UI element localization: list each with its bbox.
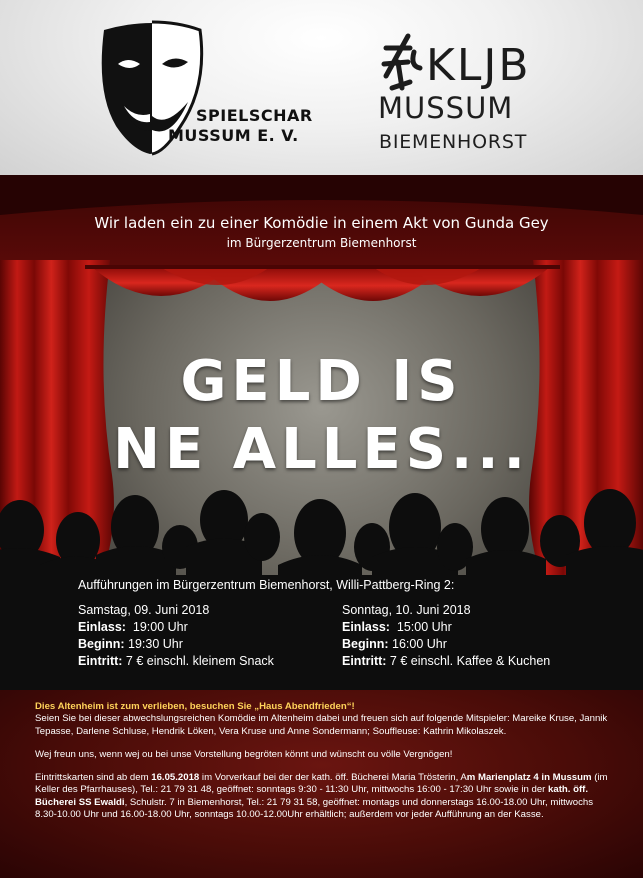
kljb-mussum: MUSSUM <box>378 91 514 125</box>
sunday-beginn-label: Beginn: <box>342 637 389 651</box>
saturday-beginn: 19:30 Uhr <box>128 637 183 651</box>
performance-sunday <box>342 602 550 670</box>
tickets-location-biemenhorst: kath. öff. Bücherei SS Ewaldi <box>35 784 589 808</box>
header-band <box>0 0 643 190</box>
spielschar-line2: MUSSUM E. V. <box>168 126 299 145</box>
saturday-einlass: 19:00 Uhr <box>132 620 188 634</box>
curtain-swags <box>85 267 560 301</box>
play-title-line1: GELD IS <box>180 349 463 414</box>
tickets-date: 16.05.2018 <box>151 772 200 784</box>
sunday-einlass-label: Einlass: <box>342 620 390 634</box>
play-title <box>0 348 643 484</box>
sunday-eintritt-label: Eintritt: <box>342 654 387 668</box>
saturday-beginn-label: Beginn: <box>78 637 125 651</box>
info-cast: Seien Sie bei dieser abwechslungsreichen Komödie im Altenheim dabei und freuen sich auf folgende Mitspieler: Mareike Kruse, Jannik Tepasse, Darlene Schluse, Hendrik Löken, Vera Kruse und Anne Sondermann; Souffleuse: Kathrin Mikolaszek. <box>35 713 608 737</box>
info-tickets: Eintrittskarten sind ab dem 16.05.2018 im Vorverkauf bei der der kath. öff. Bücherei Maria Trösterin, Am Marienplatz 4 in Mussum (im Keller des Pfarrhauses), Tel.: 21 79 31 48, geöffnet: sonntags 9:30 - 11:30 Uhr, mittwochs 16:00 - 17:30 Uhr sowie in der kath. öff. Bücherei SS Ewaldi, Schulstr. 7 in Biemenhorst, Tel.: 21 79 31 58, geöffnet: montags und donnerstags 16.00-18.00 Uhr, mittwochs 8.30-10.00 Uhr und 16.00-18.00 Uhr, sonntags 10.00-12.00Uhr erhältlich; außerdem vor jeder Aufführung an der Kasse. <box>35 772 608 821</box>
play-title-line2: NE ALLES... <box>113 417 530 482</box>
performances-heading: Aufführungen im Bürgerzentrum Biemenhorst, Willi-Pattberg-Ring 2: <box>78 578 455 592</box>
invite-line: Wir laden ein zu einer Komödie in einem Akt von Gunda Gey <box>94 214 549 232</box>
invite-venue: im Bürgerzentrum Biemenhorst <box>226 236 417 250</box>
spielschar-logo-text <box>168 106 313 146</box>
performances-block <box>0 568 643 688</box>
saturday-date: Samstag, 09. Juni 2018 <box>78 603 210 617</box>
performance-saturday <box>78 602 274 670</box>
tickets-location-mussum: m Marienplatz 4 in Mussum <box>466 772 592 784</box>
sunday-beginn: 16:00 Uhr <box>392 637 447 651</box>
saturday-einlass-label: Einlass: <box>78 620 126 634</box>
spielschar-line1: SPIELSCHAR <box>196 106 313 125</box>
info-wish: Wej freun uns, wenn wej ou bei unse Vorstellung begröten könnt und wünscht ou völle Vergnögen! <box>35 748 453 760</box>
sunday-einlass: 15:00 Uhr <box>396 620 452 634</box>
sunday-eintritt: 7 € einschl. Kaffee & Kuchen <box>389 654 551 668</box>
kljb-biemenhorst: BIEMENHORST <box>379 131 528 153</box>
saturday-eintritt: 7 € einschl. kleinem Snack <box>125 654 274 668</box>
kljb-logo <box>380 32 552 92</box>
sunday-date: Sonntag, 10. Juni 2018 <box>342 603 471 617</box>
info-heading: Dies Altenheim ist zum verlieben, besuchen Sie „Haus Abendfrieden“! <box>35 701 355 712</box>
kljb-letters: KLJB <box>426 40 531 91</box>
info-block <box>0 690 643 878</box>
saturday-eintritt-label: Eintritt: <box>78 654 123 668</box>
